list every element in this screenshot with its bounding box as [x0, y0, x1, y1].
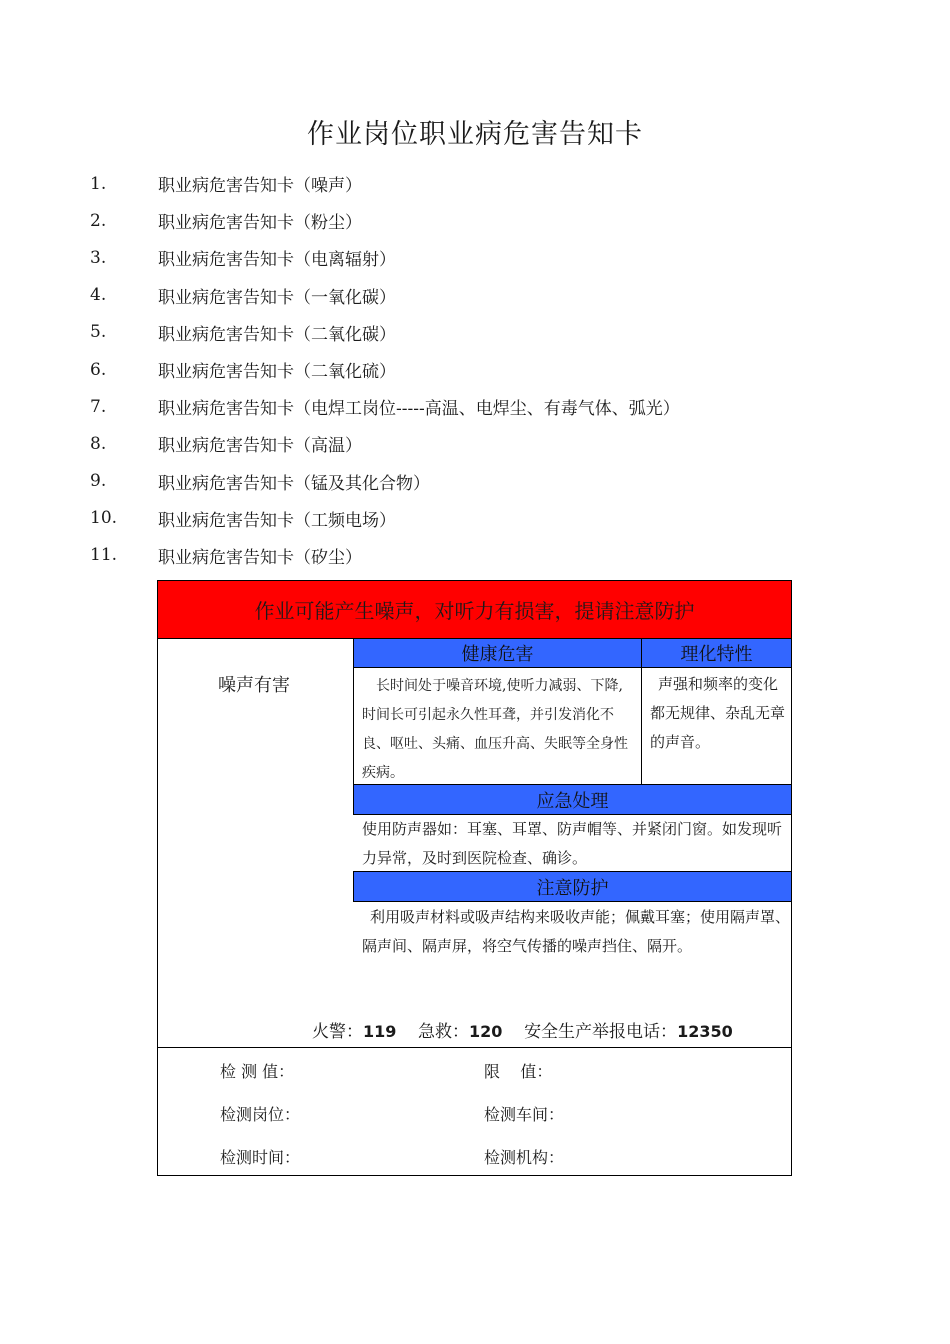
- list-item-text: 职业病危害告知卡（噪声）: [158, 176, 362, 197]
- emergency-contacts: [312, 1017, 733, 1042]
- fire-label: 火警：: [312, 1022, 363, 1042]
- rescue-number: 120: [469, 1022, 503, 1041]
- rescue-label: 急救：: [418, 1022, 470, 1042]
- hazard-name: 噪声有害: [218, 675, 290, 696]
- toc-list: [90, 165, 890, 574]
- page-title: 作业岗位职业病危害告知卡: [307, 119, 643, 150]
- list-item: [90, 500, 890, 537]
- list-item-text: 职业病危害告知卡（二氧化碳）: [158, 324, 396, 345]
- list-item-text: 职业病危害告知卡（电焊工岗位-----高温、电焊尘、有毒气体、弧光）: [158, 399, 680, 420]
- list-item-number: 5.: [90, 322, 107, 343]
- list-item: [90, 239, 890, 276]
- list-item: [90, 277, 890, 314]
- list-item-text: 职业病危害告知卡（一氧化碳）: [158, 287, 396, 308]
- health-hazard-text: 长时间处于噪音环境,使听力减弱、下降,时间长可引起永久性耳聋，并引发消化不良、呕吐、头痛、血压升高、失眠等全身性疾病。: [362, 678, 628, 781]
- list-item-number: 7.: [90, 396, 107, 417]
- physchem-text: 声强和频率的变化都无规律、杂乱无章的声音。: [650, 675, 786, 751]
- limit-value-label: 限 值：: [484, 1062, 553, 1081]
- list-item-number: 11.: [90, 545, 118, 566]
- list-item-number: 1.: [90, 173, 107, 194]
- hazard-card: [157, 580, 792, 1176]
- time-label: 检测时间：: [220, 1148, 301, 1167]
- warning-banner: 作业可能产生噪声，对听力有损害，提请注意防护: [158, 581, 791, 639]
- report-label: 安全生产举报电话：: [524, 1022, 678, 1042]
- list-item: [90, 202, 890, 239]
- list-item-number: 2.: [90, 210, 107, 231]
- list-item: [90, 388, 890, 425]
- list-item-number: 4.: [90, 285, 107, 306]
- list-item-text: 职业病危害告知卡（粉尘）: [158, 213, 362, 234]
- workshop-label: 检测车间：: [484, 1105, 565, 1124]
- health-hazard-header: 健康危害: [353, 638, 642, 668]
- list-item-number: 9.: [90, 471, 107, 492]
- divider: [158, 1047, 791, 1048]
- list-item: [90, 537, 890, 574]
- list-item: [90, 425, 890, 462]
- list-item-text: 职业病危害告知卡（锰及其化合物）: [158, 473, 430, 494]
- emergency-text: 使用防声器如：耳塞、耳罩、防声帽等、并紧闭门窗。如发现听力异常，及时到医院检查、确诊。: [362, 820, 783, 867]
- list-item-text: 职业病危害告知卡（二氧化硫）: [158, 362, 396, 383]
- protection-header: 注意防护: [353, 871, 792, 902]
- list-item: [90, 314, 890, 351]
- list-item-text: 职业病危害告知卡（工频电场）: [158, 510, 396, 531]
- list-item-number: 10.: [90, 508, 118, 529]
- list-item: [90, 351, 890, 388]
- fire-number: 119: [363, 1022, 397, 1041]
- measured-value-label: 检 测 值：: [220, 1062, 295, 1081]
- report-number: 12350: [677, 1022, 733, 1041]
- post-label: 检测岗位：: [220, 1105, 301, 1124]
- list-item-number: 8.: [90, 433, 107, 454]
- agency-label: 检测机构：: [484, 1148, 565, 1167]
- list-item-number: 3.: [90, 247, 107, 268]
- list-item-text: 职业病危害告知卡（高温）: [158, 436, 362, 457]
- list-item-text: 职业病危害告知卡（电离辐射）: [158, 250, 396, 271]
- physchem-header: 理化特性: [641, 638, 792, 668]
- list-item: [90, 165, 890, 202]
- list-item-number: 6.: [90, 359, 107, 380]
- emergency-header: 应急处理: [353, 784, 792, 815]
- list-item: [90, 463, 890, 500]
- protection-text: 利用吸声材料或吸声结构来吸收声能；佩戴耳塞；使用隔声罩、隔声间、隔声屏，将空气传播的噪声挡住、隔开。: [362, 908, 791, 955]
- list-item-text: 职业病危害告知卡（矽尘）: [158, 547, 362, 568]
